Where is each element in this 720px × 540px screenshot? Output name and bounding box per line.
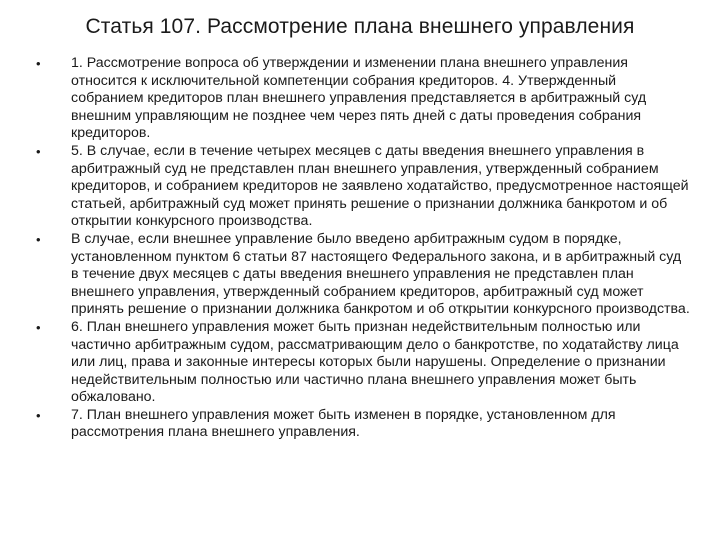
- bullet-item: [36, 319, 692, 407]
- bullet-list: [36, 55, 692, 442]
- bullet-item: [36, 231, 692, 319]
- slide-title: Статья 107. Рассмотрение плана внешнего управления: [85, 15, 635, 38]
- bullet-item: [36, 407, 692, 442]
- bullet-item: [36, 55, 692, 143]
- bullet-icon: •: [36, 319, 41, 335]
- bullet-icon: •: [36, 231, 41, 247]
- bullet-text: 5. В случае, если в течение четырех месяцев с даты введения внешнего управления в арбитражный суд не представлен план внешнего управления, утвержденный собранием кредиторов, и собранием кредиторов не заявлено ходатайство, предусмотренное настоящей статьей, арбитражный суд может принять решение о признании должника банкротом и об открытии конкурсного производства.: [71, 142, 689, 230]
- bullet-text: 6. План внешнего управления может быть признан недействительным полностью или частично арбитражным судом, рассматривающим дело о банкротстве, по ходатайству лица или лиц, права и законные интересы которых были нарушены. Определение о признании недействительным полностью или частично плана внешнего управления может быть обжаловано.: [71, 318, 679, 406]
- bullet-item: [36, 143, 692, 231]
- bullet-text: В случае, если внешнее управление было введено арбитражным судом в порядке, установленном пунктом 6 статьи 87 настоящего Федерального закона, и в арбитражный суд в течение двух месяцев с даты введения внешнего управления не представлен план внешнего управления, утвержденный собранием кредиторов, арбитражный суд может принять решение о признании должника банкротом и об открытии конкурсного производства.: [71, 230, 690, 318]
- bullet-icon: •: [36, 143, 41, 159]
- bullet-icon: •: [36, 407, 41, 423]
- bullet-text: 7. План внешнего управления может быть изменен в порядке, установленном для рассмотрения плана внешнего управления.: [71, 406, 616, 441]
- bullet-text: 1. Рассмотрение вопроса об утверждении и изменении плана внешнего управления относится к исключительной компетенции собрания кредиторов. 4. Утвержденный собранием кредиторов план внешнего управления представляется в арбитражный суд внешним управляющим не позднее чем через пять дней с даты проведения собрания кредиторов.: [71, 55, 647, 142]
- bullet-icon: •: [36, 56, 41, 71]
